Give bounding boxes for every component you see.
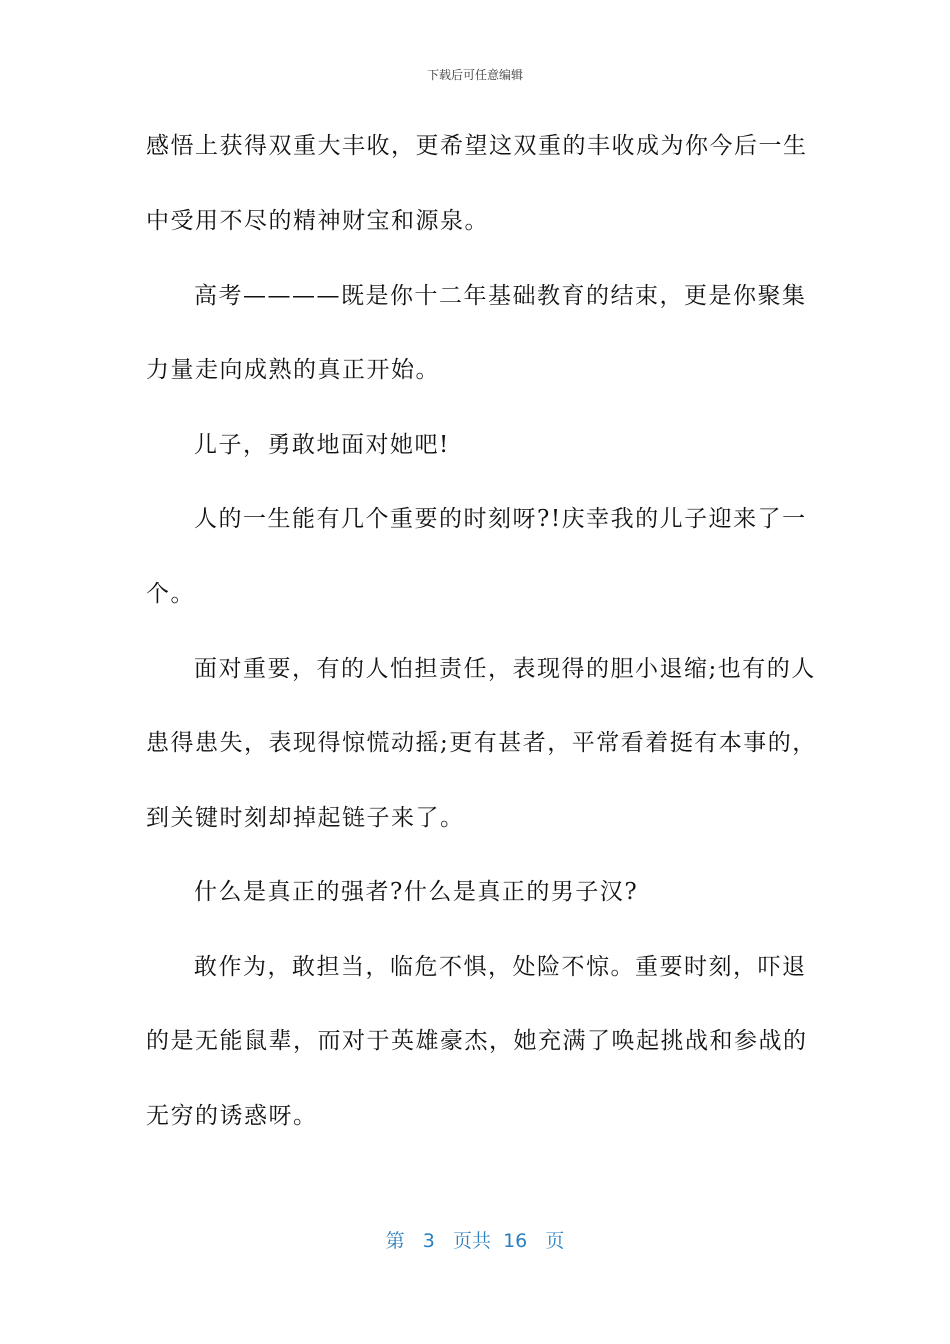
body-text-line: 的是无能鼠辈，而对于英雄豪杰，她充满了唤起挑战和参战的 [146, 1028, 808, 1054]
body-text-line: 面对重要，有的人怕担责任，表现得的胆小退缩;也有的人 [194, 656, 816, 682]
body-text-line: 高考————既是你十二年基础教育的结束，更是你聚集 [194, 283, 807, 309]
footer-suffix: 页 [545, 1230, 565, 1252]
body-text-line: 到关键时刻却掉起链子来了。 [146, 805, 465, 831]
body-text-line: 患得患失，表现得惊慌动摇;更有甚者，平常看着挺有本事的， [146, 730, 817, 756]
current-page-number: 3 [422, 1230, 435, 1252]
body-text-line: 人的一生能有几个重要的时刻呀?!庆幸我的儿子迎来了一 [194, 506, 807, 532]
body-text-line: 感悟上获得双重大丰收，更希望这双重的丰收成为你今后一生 [146, 133, 808, 159]
body-text-line: 个。 [146, 581, 195, 607]
footer-middle: 页共 [452, 1230, 491, 1252]
body-text-line: 中受用不尽的精神财宝和源泉。 [146, 208, 489, 234]
body-text-line: 无穷的诱惑呀。 [146, 1103, 318, 1129]
body-text-line: 儿子，勇敢地面对她吧! [194, 432, 450, 458]
footer-prefix: 第 [385, 1230, 405, 1252]
body-text-line: 力量走向成熟的真正开始。 [146, 357, 440, 383]
body-text-line: 敢作为，敢担当，临危不惧，处险不惊。重要时刻，吓退 [194, 954, 807, 980]
page-footer [0, 1226, 950, 1253]
body-text-line: 什么是真正的强者?什么是真正的男子汉? [194, 879, 639, 905]
total-pages-number: 16 [503, 1230, 528, 1252]
page-header: 下载后可任意编辑 [426, 68, 523, 82]
